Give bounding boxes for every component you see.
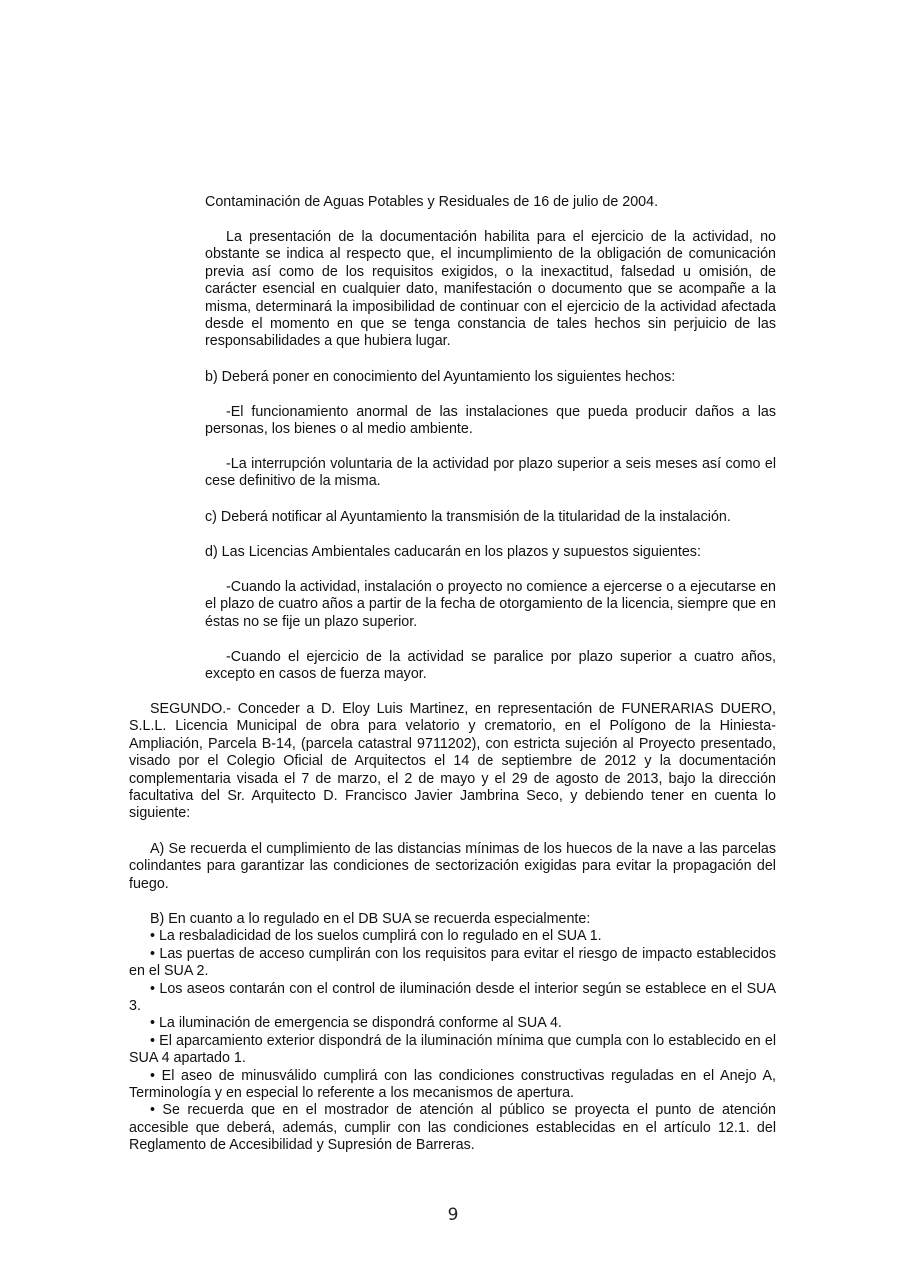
paragraph-item-b	[205, 369, 776, 386]
bullet-item: • La resbaladicidad de los suelos cumplirá con lo regulado en el SUA 1.	[150, 928, 602, 945]
bullet-item: • Se recuerda que en el mostrador de atención al público se proyecta el punto de atención accesible que deberá, además, cumplir con las condiciones establecidas en el artículo 12.1. del Reglamento de Accesibilidad y Supresión de Barreras.	[129, 1102, 776, 1154]
bullet-item: • Las puertas de acceso cumplirán con los requisitos para evitar el riesgo de impacto establecidos en el SUA 2.	[129, 945, 776, 980]
paragraph-text: A) Se recuerda el cumplimiento de las distancias mínimas de los huecos de la nave a las parcelas colindantes para garantizar las condiciones de sectorización exigidas para evitar la propagación del fuego.	[129, 841, 776, 892]
bullet-item: • El aparcamiento exterior dispondrá de la iluminación mínima que cumpla con lo establecido en el SUA 4 apartado 1.	[129, 1032, 776, 1067]
page-number: 9	[447, 1205, 459, 1225]
paragraph-item-c	[205, 509, 776, 526]
paragraph-point-b	[129, 911, 776, 1155]
paragraph-text: -La interrupción voluntaria de la actividad por plazo superior a seis meses así como el cese definitivo de la misma.	[205, 456, 776, 490]
paragraph-text: b) Deberá poner en conocimiento del Ayuntamiento los siguientes hechos:	[205, 369, 676, 385]
paragraph-text: La presentación de la documentación habilita para el ejercicio de la actividad, no obstante se indica al respecto que, el incumplimiento de la obligación de comunicación previa así como de los requisitos exigidos, o la inexactitud, falsedad u omisión, de carácter esencial en cualquier dato, manifestación o documento que se acompañe a la misma, determinará la imposibilidad de continuar con el ejercicio de la actividad afectada desde el momento en que se tenga constancia de tales hechos sin perjuicio de las responsabilidades a que hubiera lugar.	[205, 229, 776, 350]
bullet-item: • La iluminación de emergencia se dispondrá conforme al SUA 4.	[150, 1015, 562, 1032]
paragraph-interrupcion	[205, 456, 776, 491]
paragraph-presentacion	[205, 229, 776, 351]
paragraph-cuando-ejercicio	[205, 649, 776, 684]
paragraph-text: Contaminación de Aguas Potables y Residuales de 16 de julio de 2004.	[205, 194, 659, 210]
paragraph-text: d) Las Licencias Ambientales caducarán en los plazos y supuestos siguientes:	[205, 544, 701, 560]
bullet-item: • Los aseos contarán con el control de iluminación desde el interior según se establece en el SUA 3.	[129, 980, 776, 1015]
paragraph-text: -Cuando la actividad, instalación o proyecto no comience a ejercerse o a ejecutarse en el plazo de cuatro años a partir de la fecha de otorgamiento de la licencia, siempre que en éstas no se fije un plazo superior.	[205, 579, 776, 630]
point-b-heading: B) En cuanto a lo regulado en el DB SUA se recuerda especialmente:	[150, 911, 591, 927]
bullet-item: • El aseo de minusválido cumplirá con las condiciones constructivas reguladas en el Anejo A, Terminología y en especial lo referente a los mecanismos de apertura.	[129, 1067, 776, 1102]
paragraph-cuando-actividad	[205, 579, 776, 631]
paragraph-funcionamiento	[205, 404, 776, 439]
paragraph-segundo	[129, 701, 776, 823]
paragraph-text: SEGUNDO.- Conceder a D. Eloy Luis Martinez, en representación de FUNERARIAS DUERO, S.L.L. Licencia Municipal de obra para velatorio y crematorio, en el Polígono de la Hiniesta-Ampliación, Parcela B-14, (parcela catastral 9711202), con estricta sujeción al Proyecto presentado, visado por el Colegio Oficial de Arquitectos el 14 de septiembre de 2012 y la documentación complementaria visada el 7 de marzo, el 2 de mayo y el 29 de agosto de 2013, bajo la dirección facultativa del Sr. Arquitecto D. Francisco Javier Jambrina Seco, y debiendo tener en cuenta lo siguiente:	[129, 701, 776, 822]
paragraph-item-d	[205, 544, 776, 561]
paragraph-text: -El funcionamiento anormal de las instalaciones que pueda producir daños a las personas, los bienes o al medio ambiente.	[205, 404, 776, 438]
paragraph-text: -Cuando el ejercicio de la actividad se paralice por plazo superior a cuatro años, excepto en casos de fuerza mayor.	[205, 649, 776, 683]
paragraph-contaminacion	[205, 194, 776, 211]
paragraph-point-a	[129, 841, 776, 893]
paragraph-text: c) Deberá notificar al Ayuntamiento la transmisión de la titularidad de la instalación.	[205, 509, 731, 525]
